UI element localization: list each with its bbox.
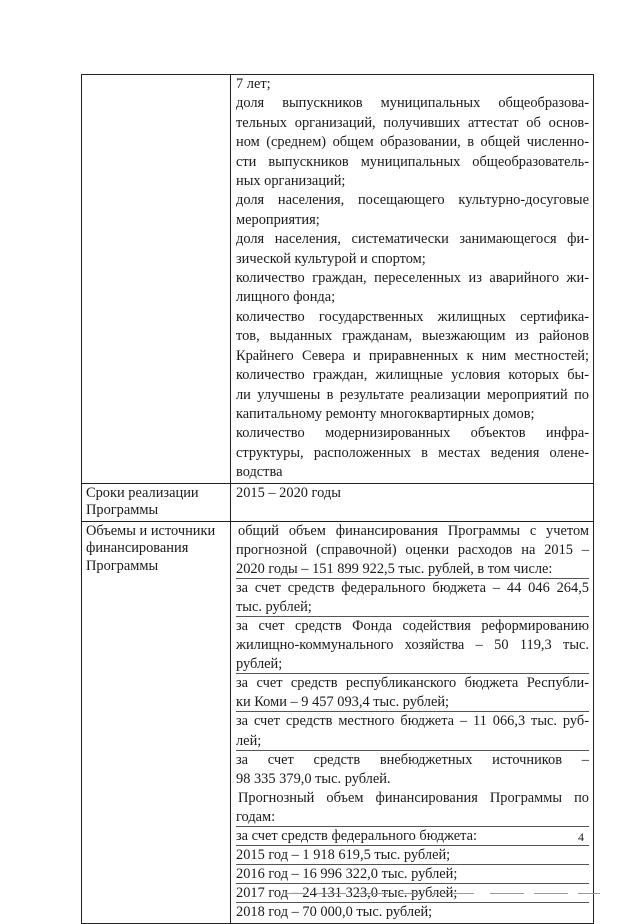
text-line: количество граждан, жилищные условия которых бы-: [236, 367, 589, 384]
text-line: количество модернизированных объектов инфра-: [236, 425, 589, 442]
text-line: лей;: [236, 732, 262, 749]
text-line: зической культурой и спортом;: [236, 250, 426, 267]
scan-artifact-line: [578, 893, 600, 894]
text-line: за счет средств федерального бюджета:: [236, 826, 589, 846]
text-line: лищного фонда;: [236, 289, 336, 306]
table-row-terms: [82, 484, 594, 522]
row-label-funding: [82, 522, 231, 923]
text-line: тельных организаций, получивших аттестат об основ-: [236, 114, 589, 131]
text-line: доля выпускников муниципальных общеобразова-: [236, 95, 589, 112]
label-line: Сроки реализации: [86, 484, 199, 501]
text-line: Крайнего Севера и приравненных к ним местностей;: [236, 347, 589, 364]
label-line: Программы: [86, 557, 159, 574]
label-line: Программы: [86, 502, 159, 519]
indicators-text: [231, 75, 594, 483]
text-line: доля населения, посещающего культурно-досуговые: [236, 192, 589, 209]
scan-artifact-line: [430, 893, 474, 894]
text-line: жилищно-коммунального хозяйства – 50 119,3 тыс.: [236, 637, 589, 654]
scan-artifact-line: [356, 893, 388, 894]
text-line: количество граждан, переселенных из аварийного жи-: [236, 270, 589, 287]
terms-text: 2015 – 2020 годы: [236, 484, 341, 501]
text-line: 7 лет;: [236, 76, 271, 92]
text-line: ных организаций;: [236, 173, 346, 190]
table-row-indicators: [82, 75, 594, 484]
terms-value: [231, 484, 594, 521]
text-line: 2015 год – 1 918 619,5 тыс. рублей;: [236, 845, 589, 865]
scan-artifact-line: [316, 893, 346, 894]
text-line: 2016 год – 16 996 322,0 тыс. рублей;: [236, 864, 589, 884]
text-line: водства: [236, 464, 283, 481]
text-line: Прогнозный объем финансирования Программы по: [238, 789, 589, 806]
text-line: общий объем финансирования Программы с учетом: [238, 522, 589, 539]
text-line: количество государственных жилищных сертифика-: [236, 308, 589, 325]
program-passport-table: [81, 74, 594, 924]
text-line: за счет средств местного бюджета – 11 066,3 тыс. руб-: [236, 711, 589, 731]
row-label-empty: [82, 75, 231, 483]
label-line: Объемы и источники: [86, 522, 216, 539]
text-line: за счет средств внебюджетных источников –: [236, 750, 589, 770]
text-line: тыс. рублей;: [236, 598, 312, 615]
scan-artifact-line: [534, 893, 568, 894]
text-line: ном (среднем) общем образовании, в общей численно-: [236, 134, 589, 151]
text-line: за счет средств Фонда содействия реформированию: [236, 616, 589, 636]
page-number: 4: [578, 830, 584, 844]
text-line: ли улучшены в результате реализации мероприятий по: [236, 386, 589, 403]
text-line: структуры, расположенных в местах ведения олене-: [236, 444, 589, 461]
text-line: тов, выданных гражданам, выезжающим из районов: [236, 328, 589, 345]
text-line: 2020 годы – 151 899 922,5 тыс. рублей, в том числе:: [236, 560, 553, 577]
scan-artifact-line: [285, 893, 305, 894]
text-line: 2017 год – 24 131 323,0 тыс. рублей;: [236, 883, 589, 903]
text-line: 98 335 379,0 тыс. рублей.: [236, 770, 391, 787]
text-line: капитальному ремонту многоквартирных домов;: [236, 405, 535, 422]
text-line: рублей;: [236, 656, 283, 673]
text-line: доля населения, систематически занимающегося фи-: [236, 231, 589, 248]
text-line: 2018 год – 70 000,0 тыс. рублей;: [236, 902, 589, 922]
table-row-funding: [82, 522, 594, 924]
scan-artifact-line: [398, 893, 420, 894]
label-line: финансирования: [86, 540, 189, 557]
text-line: годам:: [236, 808, 276, 825]
text-line: сти выпускников муниципальных общеобразователь-: [236, 153, 589, 170]
scan-artifact-line: [490, 893, 524, 894]
row-label-terms: [82, 484, 231, 521]
text-line: за счет средств федерального бюджета – 44 046 264,5: [236, 578, 589, 598]
text-line: прогнозной (справочной) оценки расходов на 2015 –: [236, 541, 589, 558]
funding-text: [231, 522, 594, 923]
text-line: за счет средств республиканского бюджета Республи-: [236, 673, 589, 693]
text-line: ки Коми – 9 457 093,4 тыс. рублей;: [236, 694, 450, 711]
text-line: мероприятия;: [236, 211, 320, 228]
